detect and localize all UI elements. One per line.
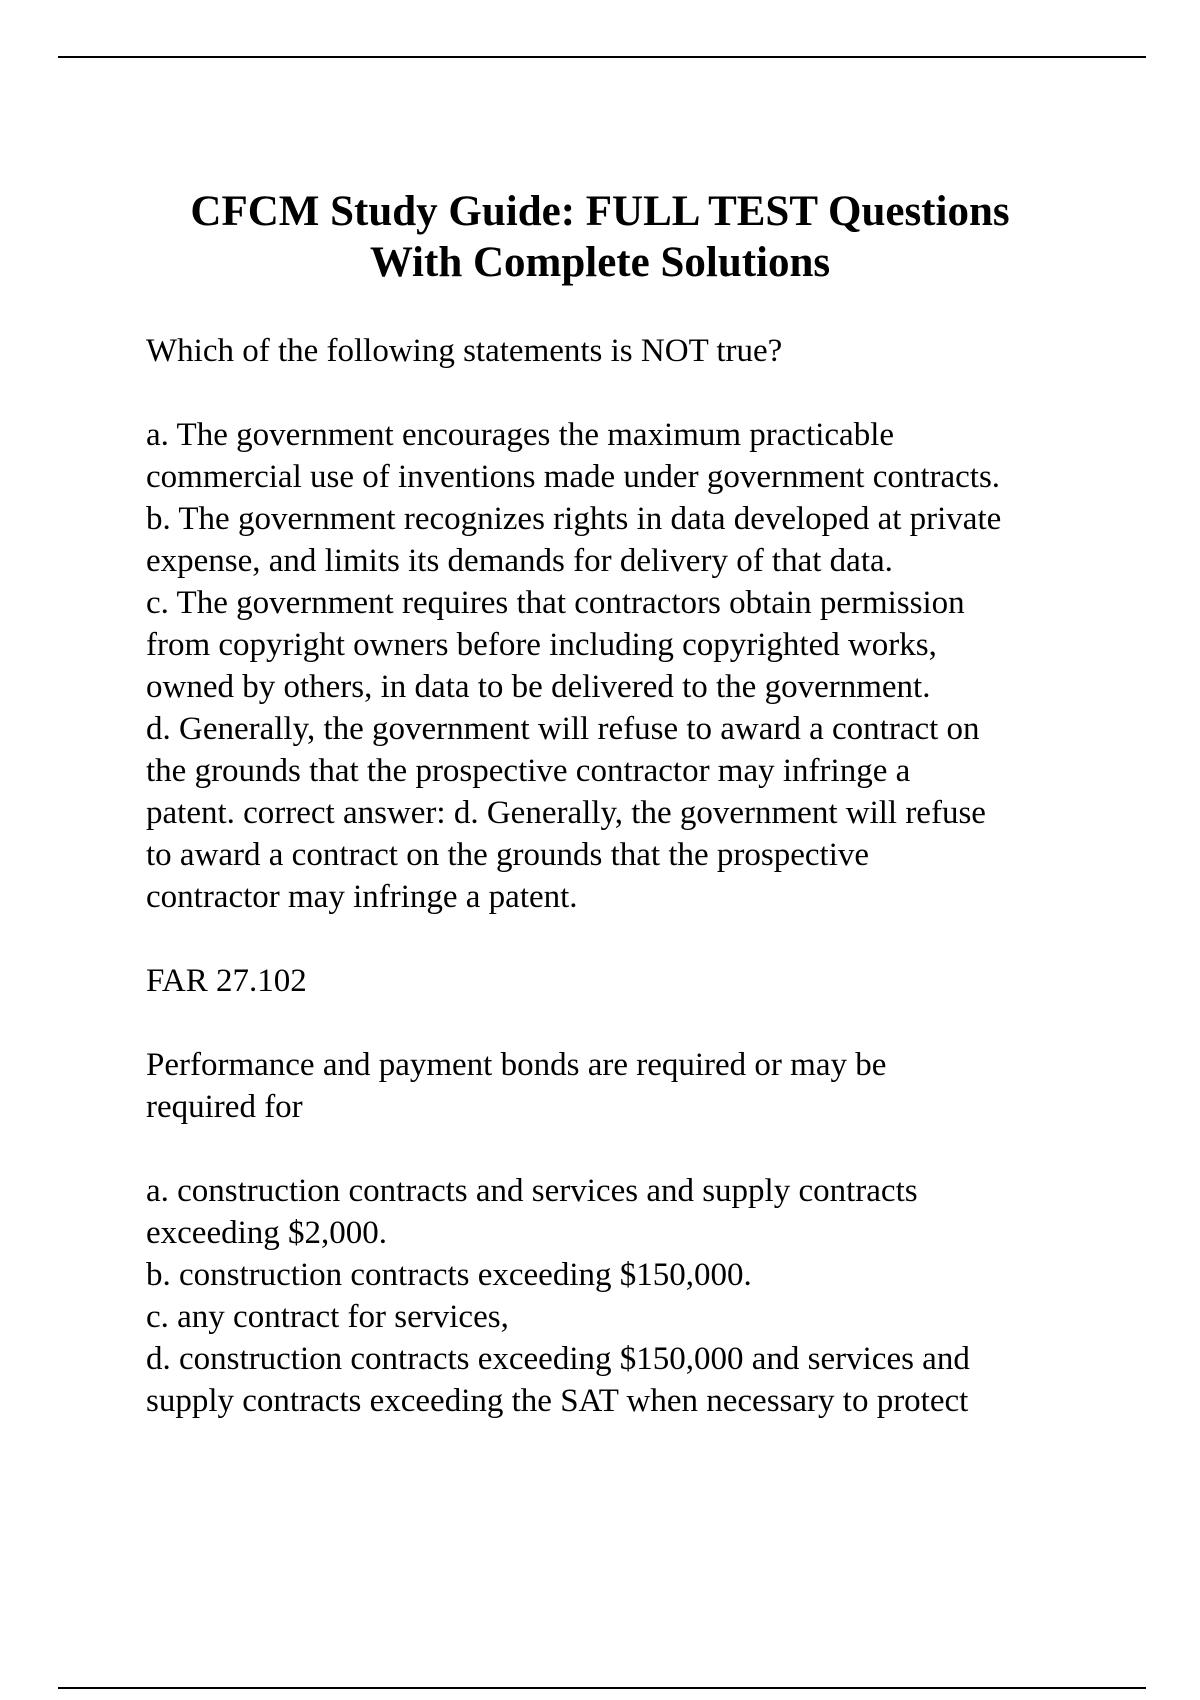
- document-body: [146, 330, 1146, 1422]
- q2-line: c. any contract for services,: [146, 1299, 509, 1335]
- title-line-1: CFCM Study Guide: FULL TEST Questions: [190, 188, 1010, 235]
- q1-line: d. Generally, the government will refuse to award a contract on: [146, 711, 980, 747]
- question-1-options: [146, 414, 1146, 918]
- spacer: [146, 372, 1146, 414]
- q1-line: c. The government requires that contractors obtain permission: [146, 585, 965, 621]
- question-1-text: Which of the following statements is NOT true?: [146, 333, 783, 369]
- spacer: [146, 1128, 1146, 1170]
- bottom-rule: [58, 1687, 1146, 1689]
- question-2-text: required for: [146, 1089, 303, 1125]
- q1-line: to award a contract on the grounds that the prospective: [146, 837, 870, 873]
- q1-line: commercial use of inventions made under government contracts.: [146, 459, 1001, 495]
- question-2: [146, 1044, 1146, 1422]
- q1-line: contractor may infringe a patent.: [146, 879, 578, 915]
- q1-line: owned by others, in data to be delivered to the government.: [146, 669, 931, 705]
- q2-line: a. construction contracts and services and supply contracts: [146, 1173, 918, 1209]
- top-rule: [58, 56, 1146, 58]
- q1-line: b. The government recognizes rights in data developed at private: [146, 501, 1002, 537]
- q2-line: exceeding $2,000.: [146, 1215, 388, 1251]
- question-1-reference: FAR 27.102: [146, 963, 307, 999]
- q1-line: expense, and limits its demands for delivery of that data.: [146, 543, 893, 579]
- question-1: [146, 330, 1146, 1002]
- spacer: [146, 918, 1146, 960]
- q2-line: supply contracts exceeding the SAT when necessary to protect: [146, 1383, 969, 1419]
- q1-line: patent. correct answer: d. Generally, the government will refuse: [146, 795, 986, 831]
- spacer: [146, 1002, 1146, 1044]
- q2-line: b. construction contracts exceeding $150,000.: [146, 1257, 752, 1293]
- q2-line: d. construction contracts exceeding $150,000 and services and: [146, 1341, 970, 1377]
- q1-line: from copyright owners before including copyrighted works,: [146, 627, 937, 663]
- question-2-options: [146, 1170, 1146, 1422]
- document-title: [100, 186, 1100, 288]
- q1-line: the grounds that the prospective contractor may infringe a: [146, 753, 911, 789]
- question-2-text: Performance and payment bonds are required or may be: [146, 1047, 887, 1083]
- title-line-2: With Complete Solutions: [369, 239, 831, 286]
- q1-line: a. The government encourages the maximum practicable: [146, 417, 895, 453]
